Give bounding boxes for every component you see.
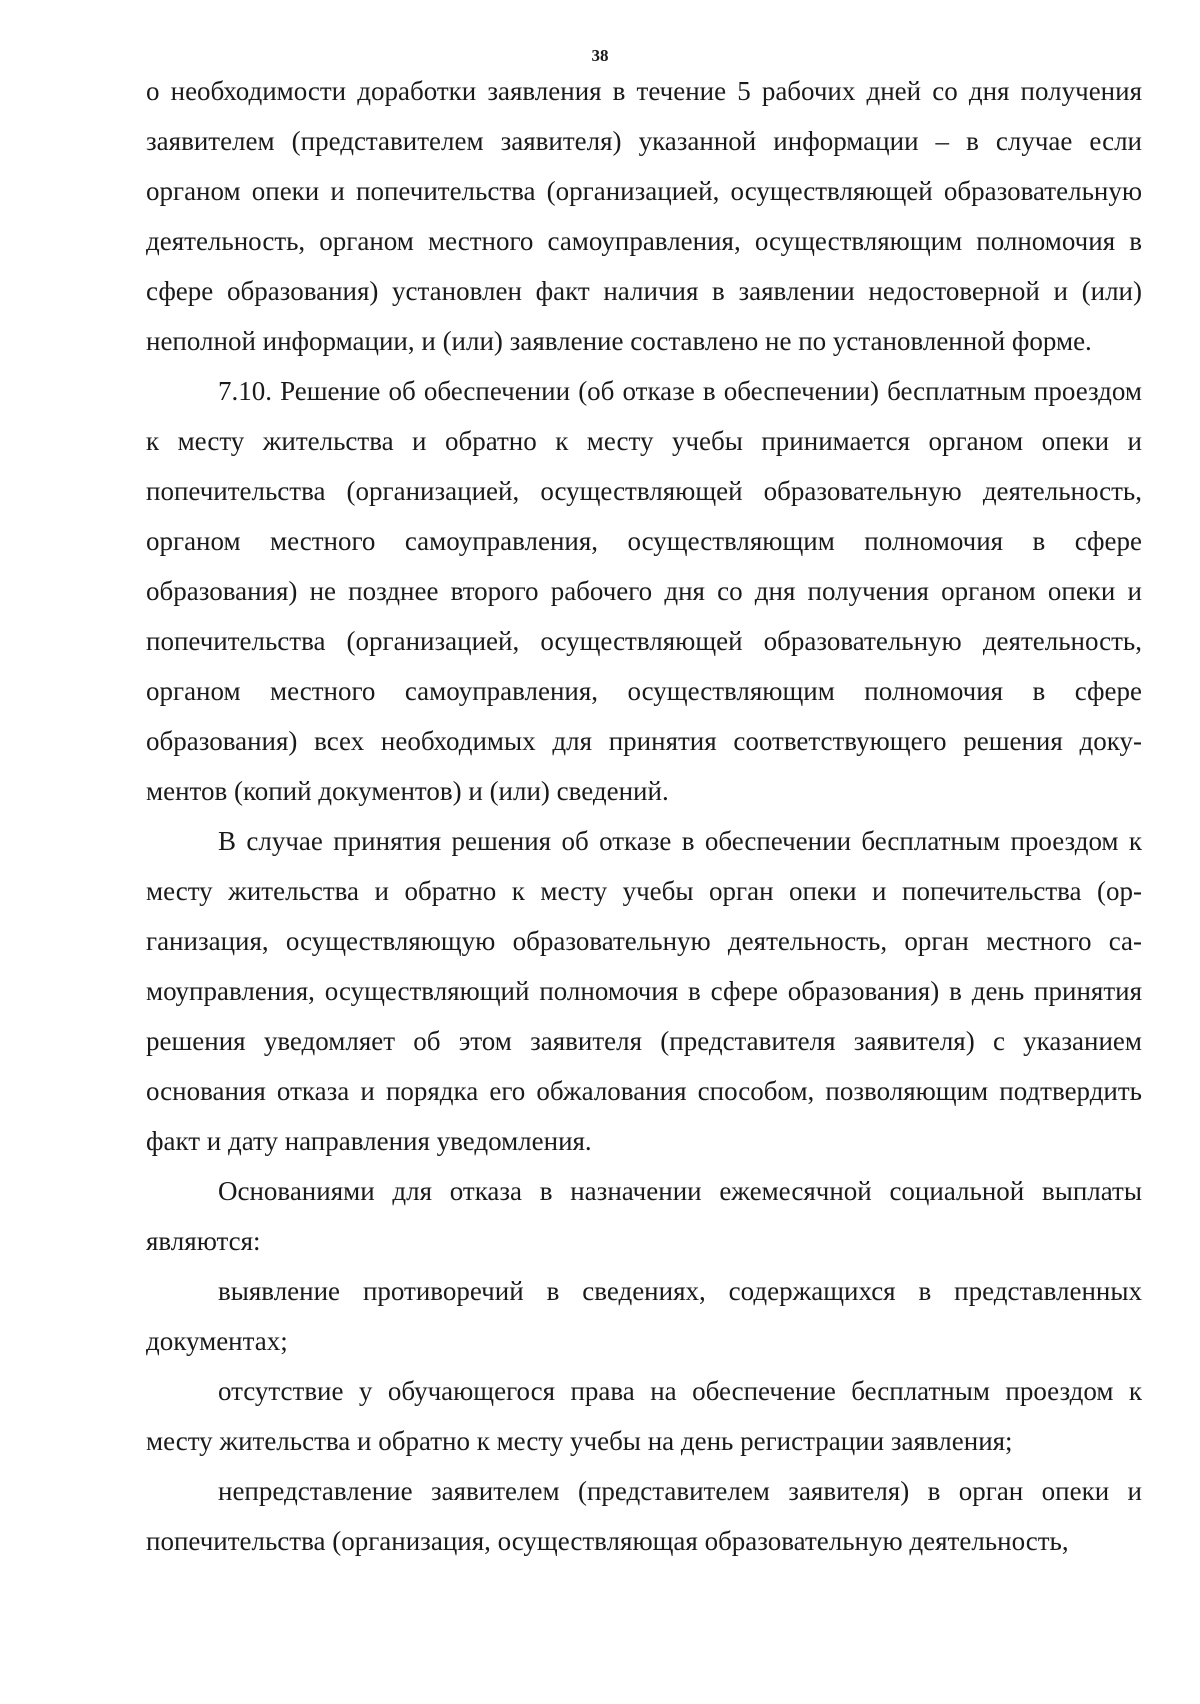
page-number: 38 (591, 46, 609, 65)
list-item-contradictions: выявление противоречий в сведениях, содержащихся в представленных документах; (146, 1276, 1142, 1356)
paragraph-refusal-grounds: Основаниями для отказа в назначении ежемесячной социальной выплаты являются: (146, 1176, 1142, 1256)
paragraph-refusal-notice: В случае принятия решения об отказе в обеспечении бесплатным проездом к месту жительства и обратно к месту учебы орган опеки и попечительства (организация, осуществляющую образовательную деятельность, орган местного самоуправления, осуществляющий полномочия в сфере образования) в день принятия решения уведомляет об этом заявителя (представителя заявителя) с указанием основания отказа и порядка его обжалования способом, позволяющим подтвердить факт и дату направления уведомления. (146, 826, 1142, 1156)
paragraph-continuation: о необходимости доработки заявления в течение 5 рабочих дней со дня получения заявителем (представителем заявителя) указанной информации – в случае если органом опеки и попечительства (организацией, осуществляющей образовательную деятельность, органом местного самоуправления, осуществляющим полномочия в сфере образования) установлен факт наличия в заявлении недостоверной и (или) неполной информации, и (или) заявление составлено не по установленной форме. (146, 76, 1142, 356)
list-item-no-entitlement: отсутствие у обучающегося права на обеспечение бесплатным проездом к месту жительства и обратно к месту учебы на день регистрации заявления; (146, 1376, 1142, 1456)
document-body (146, 66, 1142, 1566)
paragraph-7-10: 7.10. Решение об обеспечении (об отказе в обеспечении) бесплатным проездом к месту жительства и обратно к месту учебы принимается органом опеки и попечительства (организацией, осуществляющей образовательную деятельность, органом местного самоуправления, осуществляющим полномочия в сфере образования) не позднее второго рабочего дня со дня получения органом опеки и попечительства (организацией, осуществляющей образовательную деятельность, органом местного самоуправления, осуществляющим полномочия в сфере образования) всех необходимых для принятия соответствующего решения документов (копий документов) и (или) сведений. (146, 376, 1142, 806)
list-item-non-submission: непредставление заявителем (представителем заявителя) в орган опеки и попечительства (организация, осуществляющая образовательную деятельность, (146, 1476, 1142, 1556)
